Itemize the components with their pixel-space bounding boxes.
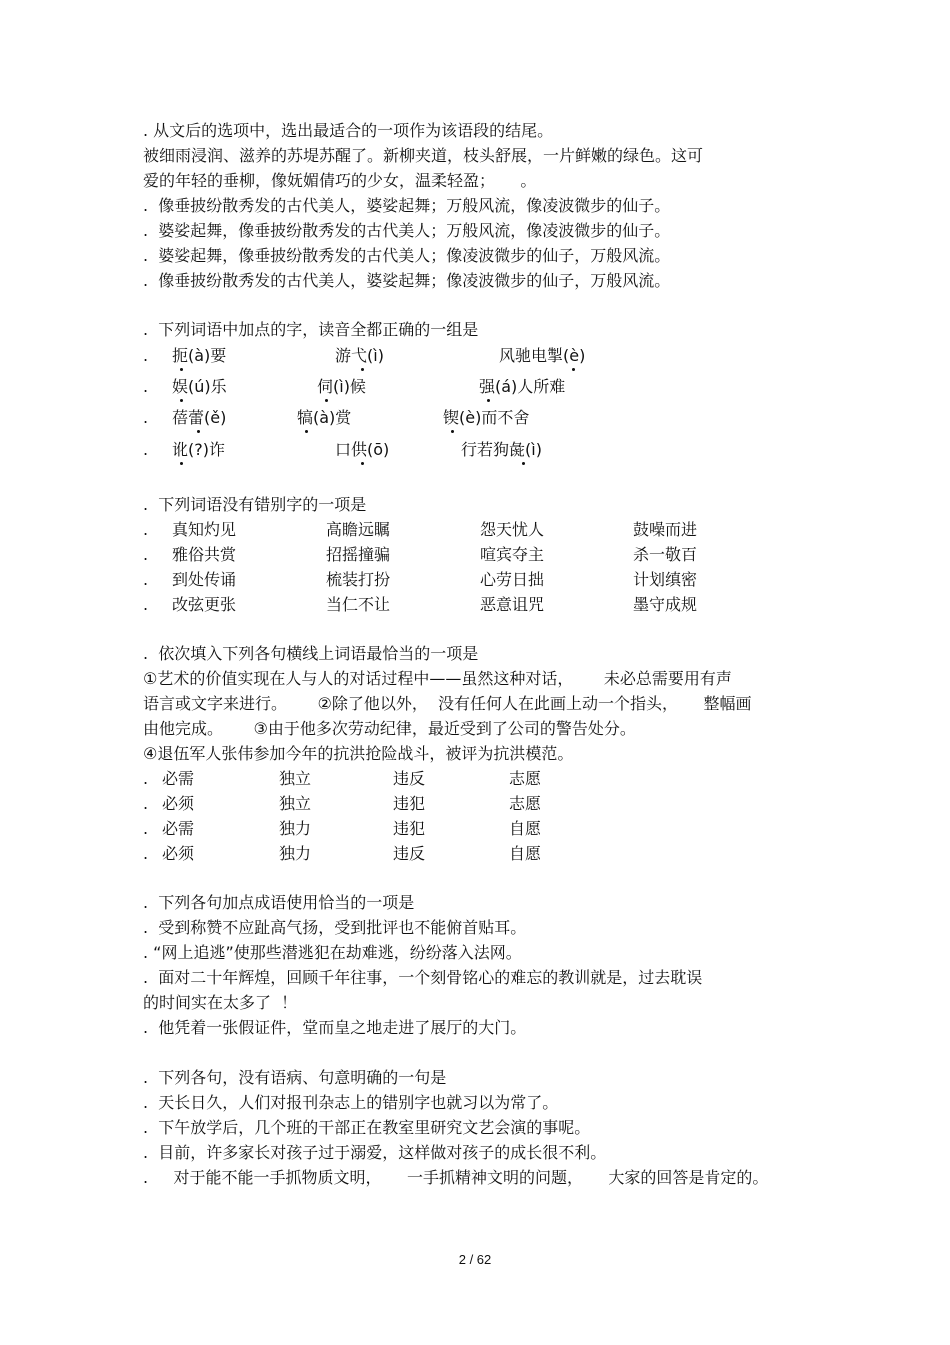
option-cell: 改弦更张	[172, 595, 237, 614]
emphasis-dot	[197, 430, 200, 433]
option-cell: 犒(à)赏	[297, 408, 352, 427]
emphasis-dot	[572, 368, 575, 371]
option-mark: .	[143, 794, 149, 813]
option-cell: 鼓噪而进	[633, 520, 698, 539]
option-cell: 必须	[162, 844, 195, 863]
option-cell: 到处传诵	[172, 570, 237, 589]
emphasis-dot	[180, 399, 183, 402]
option-cell: 喧宾夺主	[480, 545, 545, 564]
option-cell: 自愿	[509, 819, 542, 838]
option-cell: 雅俗共赏	[172, 545, 237, 564]
option-cell: 计划缜密	[633, 570, 698, 589]
q4-sentence-line: 由他完成。 ③由于他多次劳动纪律，最近受到了公司的警告处分。	[143, 719, 636, 738]
q5-option: . 他凭着一张假证件，堂而皇之地走进了展厅的大门。	[143, 1018, 527, 1037]
option-mark: .	[143, 545, 149, 564]
q3-stem: . 下列词语没有错别字的一项是	[143, 495, 367, 514]
q1-option: . 婆娑起舞，像垂披纷散秀发的古代美人；像凌波微步的仙子，万般风流。	[143, 246, 671, 265]
option-cell: 锲(è)而不舍	[443, 408, 530, 427]
emphasis-dot	[487, 399, 490, 402]
option-cell: 真知灼见	[172, 520, 237, 539]
emphasis-dot	[180, 462, 183, 465]
emphasis-dot	[451, 430, 454, 433]
option-cell: 违反	[393, 769, 426, 788]
q1-option: . 像垂披纷散秀发的古代美人，婆娑起舞；万般风流，像凌波微步的仙子。	[143, 196, 671, 215]
emphasis-dot	[361, 368, 364, 371]
option-mark: .	[143, 570, 149, 589]
option-cell: 高瞻远瞩	[326, 520, 391, 539]
q5-option: . “网上追逃”使那些潜逃犯在劫难逃，纷纷落入法网。	[143, 943, 522, 962]
q4-stem: . 依次填入下列各句横线上词语最恰当的一项是	[143, 644, 479, 663]
option-cell: 恶意诅咒	[480, 595, 545, 614]
q1-option: . 像垂披纷散秀发的古代美人，婆娑起舞；像凌波微步的仙子，万般风流。	[143, 271, 671, 290]
q1-passage-line: 爱的年轻的垂柳，像妩媚倩巧的少女，温柔轻盈； 。	[143, 171, 537, 190]
option-mark: .	[143, 346, 149, 365]
option-mark: .	[143, 595, 149, 614]
option-cell: 当仁不让	[326, 595, 391, 614]
page-number: 2 / 62	[458, 1252, 492, 1267]
q5-option: . 面对二十年辉煌，回顾千年往事，一个刻骨铭心的难忘的教训就是，过去耽误	[143, 968, 703, 987]
option-cell: 行若狗彘(ì)	[461, 440, 542, 459]
option-cell: 志愿	[509, 794, 542, 813]
option-cell: 怨天忧人	[480, 520, 545, 539]
option-mark: .	[143, 377, 149, 396]
option-cell: 必须	[162, 794, 195, 813]
option-cell: 伺(ì)候	[317, 377, 366, 396]
q4-sentence-line: ①艺术的价值实现在人与人的对话过程中——虽然这种对话， 未必总需要用有声	[143, 669, 732, 688]
q6-option: . 下午放学后，几个班的干部正在教室里研究文艺会演的事呢。	[143, 1118, 591, 1137]
option-cell: 口供(ō)	[335, 440, 390, 459]
option-cell: 蓓蕾(ě)	[172, 408, 227, 427]
option-cell: 招摇撞骗	[326, 545, 391, 564]
emphasis-dot	[325, 399, 328, 402]
option-cell: 梳装打扮	[326, 570, 391, 589]
emphasis-dot	[522, 462, 525, 465]
option-mark: .	[143, 769, 149, 788]
option-cell: 独立	[279, 769, 312, 788]
option-cell: 心劳日拙	[480, 570, 545, 589]
q5-option: . 受到称赞不应趾高气扬，受到批评也不能俯首贴耳。	[143, 918, 527, 937]
q1-stem: . 从文后的选项中，选出最适合的一项作为该语段的结尾。	[143, 121, 554, 140]
option-mark: .	[143, 819, 149, 838]
q6-option: . 目前，许多家长对孩子过于溺爱，这样做对孩子的成长很不利。	[143, 1143, 607, 1162]
q6-option: . 天长日久，人们对报刊杂志上的错别字也就习以为常了。	[143, 1093, 559, 1112]
option-cell: 讹(?)诈	[172, 440, 225, 459]
option-cell: 自愿	[509, 844, 542, 863]
q6-option: . 对于能不能一手抓物质文明， 一手抓精神文明的问题， 大家的回答是肯定的。	[143, 1168, 769, 1187]
q4-sentence-line: ④退伍军人张伟参加今年的抗洪抢险战斗，被评为抗洪模范。	[143, 744, 574, 763]
emphasis-dot	[361, 462, 364, 465]
option-cell: 娱(ú)乐	[172, 377, 227, 396]
q1-passage-line: 被细雨浸润、滋养的苏堤苏醒了。新柳夹道，枝头舒展，一片鲜嫩的绿色。这可	[143, 146, 704, 165]
q2-stem: . 下列词语中加点的字，读音全都正确的一组是	[143, 320, 479, 339]
option-cell: 独立	[279, 794, 312, 813]
q5-stem: . 下列各句加点成语使用恰当的一项是	[143, 893, 415, 912]
emphasis-dot	[305, 430, 308, 433]
option-cell: 强(á)人所难	[479, 377, 566, 396]
option-cell: 必需	[162, 819, 195, 838]
option-cell: 必需	[162, 769, 195, 788]
option-cell: 风驰电掣(è)	[499, 346, 586, 365]
option-mark: .	[143, 440, 149, 459]
q1-option: . 婆娑起舞，像垂披纷散秀发的古代美人；万般风流，像凌波微步的仙子。	[143, 221, 671, 240]
option-cell: 志愿	[509, 769, 542, 788]
option-cell: 杀一敬百	[633, 545, 698, 564]
emphasis-dot	[180, 368, 183, 371]
option-cell: 违犯	[393, 794, 426, 813]
option-cell: 扼(à)要	[172, 346, 227, 365]
option-mark: .	[143, 844, 149, 863]
option-cell: 独力	[279, 819, 312, 838]
option-mark: .	[143, 520, 149, 539]
option-cell: 违犯	[393, 819, 426, 838]
q5-option-continuation: 的时间实在太多了 ！	[143, 993, 298, 1012]
q4-sentence-line: 语言或文字来进行。 ②除了他以外， 没有任何人在此画上动一个指头， 整幅画	[143, 694, 752, 713]
option-cell: 游弋(ì)	[335, 346, 384, 365]
option-cell: 墨守成规	[633, 595, 698, 614]
option-mark: .	[143, 408, 149, 427]
option-cell: 独力	[279, 844, 312, 863]
option-cell: 违反	[393, 844, 426, 863]
q6-stem: . 下列各句，没有语病、句意明确的一句是	[143, 1068, 447, 1087]
